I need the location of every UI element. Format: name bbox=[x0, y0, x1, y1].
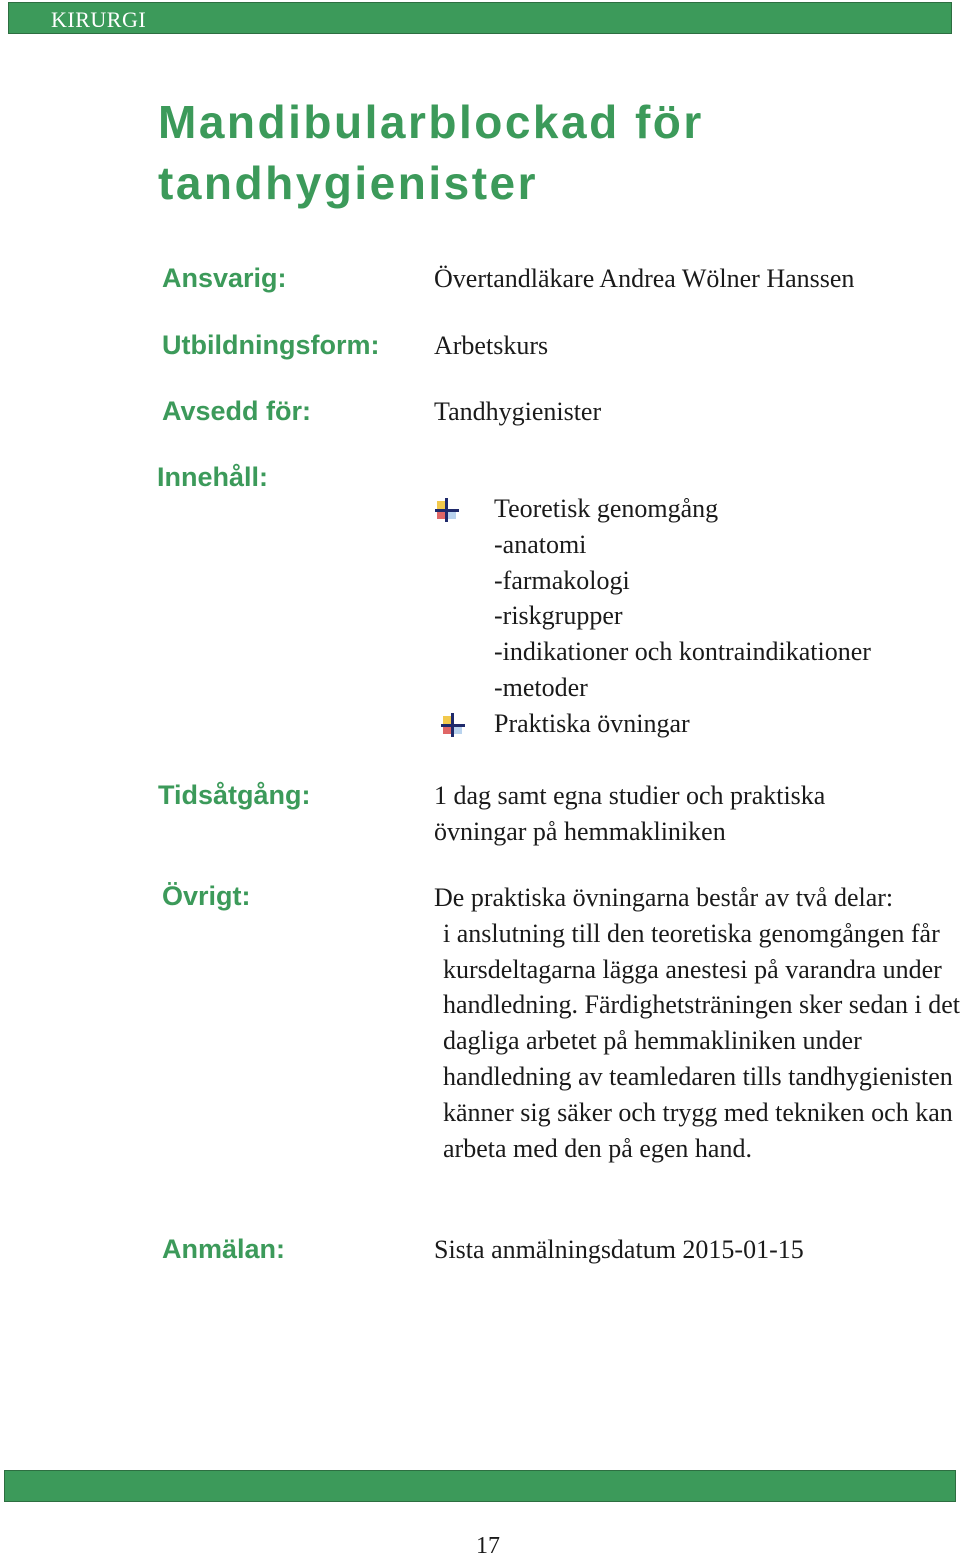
section-label: KIRURGI bbox=[51, 7, 147, 32]
label-ovrigt: Övrigt: bbox=[162, 881, 251, 911]
list-item-text: -anatomi bbox=[494, 529, 587, 559]
ovrigt-first-line: De praktiska övningarna består av två delar: bbox=[434, 883, 894, 912]
page-number: 17 bbox=[476, 1533, 500, 1559]
list-item bbox=[434, 670, 871, 706]
list-item bbox=[434, 563, 871, 599]
list-item-text: -farmakologi bbox=[494, 565, 630, 595]
label-tidsatgang: Tidsåtgång: bbox=[158, 780, 311, 810]
label-ansvarig: Ansvarig: bbox=[162, 263, 287, 293]
list-item bbox=[434, 598, 871, 634]
value-tidsatgang: 1 dag samt egna studier och praktiska övningar på hemmakliniken bbox=[434, 781, 826, 846]
cross-bullet-icon bbox=[434, 497, 460, 523]
ovrigt-paragraph bbox=[434, 880, 960, 1166]
list-item-text: -indikationer och kontraindikationer bbox=[494, 637, 871, 667]
list-item-text: Teoretisk genomgång bbox=[494, 494, 719, 523]
list-item bbox=[434, 527, 871, 563]
list-item-text: Praktiska övningar bbox=[494, 708, 690, 738]
list-item bbox=[434, 491, 871, 527]
value-ansvarig: Övertandläkare Andrea Wölner Hanssen bbox=[434, 264, 855, 293]
list-item-text: -metoder bbox=[494, 672, 588, 702]
value-utbildningsform: Arbetskurs bbox=[434, 331, 549, 360]
ovrigt-body: i anslutning till den teoretiska genomgången får kursdeltagarna lägga anestesi på varandra under handledning. Färdighetsträningen sker sedan i det dagliga arbetet på hemmakliniken under handledning av teamledaren tills tandhygienisten känner sig säker och trygg med tekniken och kan arbeta med den på egen hand. bbox=[443, 918, 960, 1163]
footer-band bbox=[4, 1470, 956, 1502]
label-utbildningsform: Utbildningsform: bbox=[162, 330, 380, 360]
label-avsedd-for: Avsedd för: bbox=[162, 396, 312, 426]
label-anmalan: Anmälan: bbox=[162, 1234, 286, 1264]
list-item bbox=[434, 706, 871, 742]
page-title: Mandibularblockad för tandhygienister bbox=[158, 96, 704, 209]
cross-bullet-icon bbox=[440, 712, 466, 738]
value-anmalan: Sista anmälningsdatum 2015-01-15 bbox=[434, 1235, 804, 1264]
content-list bbox=[434, 491, 871, 742]
list-item-text: -riskgrupper bbox=[494, 601, 623, 631]
label-innehall: Innehåll: bbox=[157, 462, 269, 492]
header-band bbox=[8, 2, 952, 34]
list-item bbox=[434, 634, 871, 670]
value-avsedd-for: Tandhygienister bbox=[434, 397, 602, 426]
